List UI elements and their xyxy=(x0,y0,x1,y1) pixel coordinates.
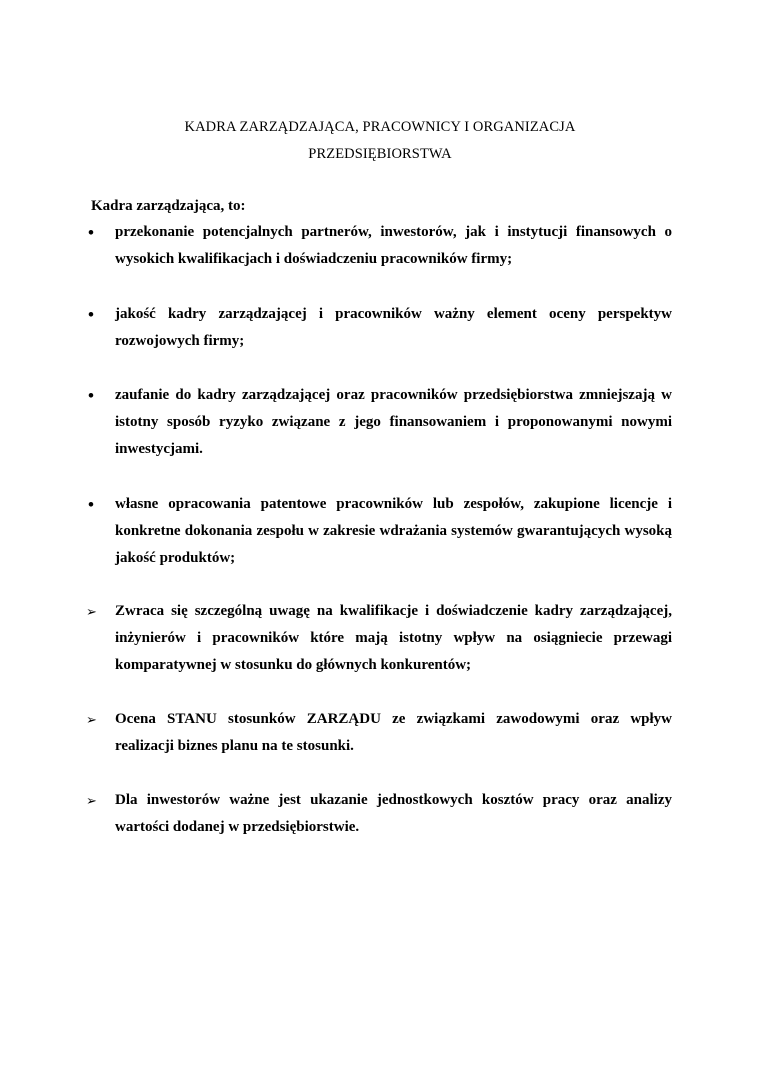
list-item-text: przekonanie potencjalnych partnerów, inwestorów, jak i instytucji finansowych o wysokich kwalifikacjach i doświadczeniu pracowników firmy; xyxy=(115,224,672,267)
list-item xyxy=(84,491,672,572)
bullet-icon: • xyxy=(88,386,94,405)
list-item-text: własne opracowania patentowe pracowników lub zespołów, zakupione licencje i konkretne dokonania zespołu w zakresie wdrażania systemów gwarantujących wysoką jakość produktów; xyxy=(115,496,672,566)
list-item-text: jakość kadry zarządzającej i pracowników ważny element oceny perspektyw rozwojowych firmy; xyxy=(115,306,672,349)
arrow-bullet-icon: ➢ xyxy=(86,712,97,727)
list-item xyxy=(84,598,672,679)
list-item xyxy=(84,219,672,273)
list-item xyxy=(84,706,672,760)
list-item-text: Ocena STANU stosunków ZARZĄDU ze związkami zawodowymi oraz wpływ realizacji biznes planu na te stosunki. xyxy=(115,711,672,754)
list-item xyxy=(84,382,672,463)
list-item-text: Dla inwestorów ważne jest ukazanie jednostkowych kosztów pracy oraz analizy wartości dodanej w przedsiębiorstwie. xyxy=(115,792,672,835)
arrow-bullet-icon: ➢ xyxy=(86,793,97,808)
intro-heading: Kadra zarządzająca, to: xyxy=(91,198,246,214)
list-item xyxy=(84,787,672,841)
document-title-line-1: KADRA ZARZĄDZAJĄCA, PRACOWNICY I ORGANIZACJA xyxy=(184,119,576,135)
list-item xyxy=(84,301,672,355)
bullet-icon: • xyxy=(88,495,94,514)
list-item-text: Zwraca się szczególną uwagę na kwalifikacje i doświadczenie kadry zarządzającej, inżynierów i pracowników które mają istotny wpływ na osiągniecie przewagi komparatywnej w stosunku do głównych konkurentów; xyxy=(115,603,672,673)
document-title-line-2: PRZEDSIĘBIORSTWA xyxy=(308,146,452,162)
bullet-icon: • xyxy=(88,305,94,324)
list-item-text: zaufanie do kadry zarządzającej oraz pracowników przedsiębiorstwa zmniejszają w istotny sposób ryzyko związane z jego finansowaniem i proponowanymi nowymi inwestycjami. xyxy=(115,387,672,457)
bullet-icon: • xyxy=(88,223,94,242)
arrow-bullet-icon: ➢ xyxy=(86,604,97,619)
